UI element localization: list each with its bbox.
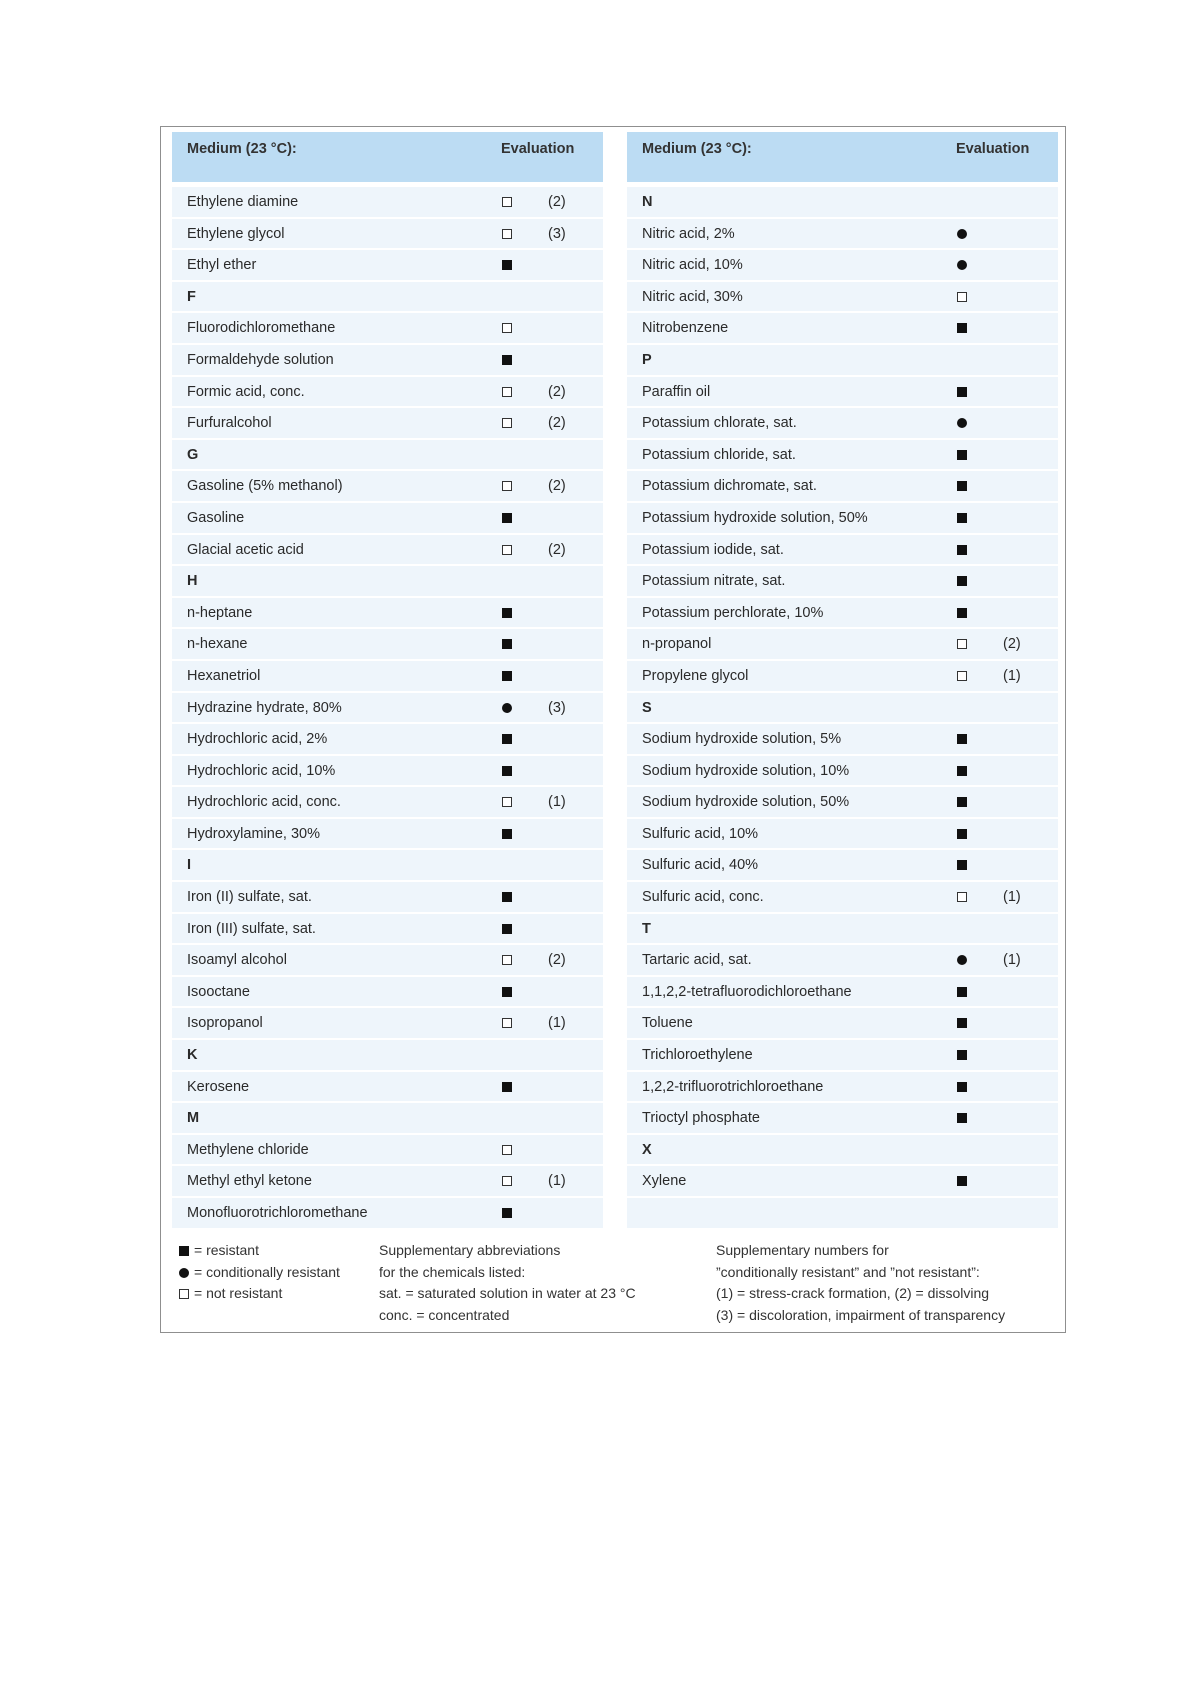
table-row	[172, 977, 603, 1007]
table-row	[172, 345, 603, 375]
filled-square-icon	[957, 1113, 967, 1123]
medium-name: Toluene	[642, 1015, 693, 1032]
empty-square-icon	[502, 955, 512, 965]
legend-not	[179, 1283, 340, 1305]
filled-square-icon	[502, 1208, 512, 1218]
medium-name: Nitric acid, 30%	[642, 288, 743, 305]
left-rows	[172, 187, 603, 1228]
section-letter: K	[187, 1047, 198, 1064]
empty-square-icon	[502, 229, 512, 239]
section-letter-row	[172, 566, 603, 596]
section-letter-row	[627, 187, 1058, 217]
legend-resistant-label: = resistant	[194, 1242, 259, 1258]
medium-name: Isooctane	[187, 983, 250, 1000]
filled-square-icon	[957, 1018, 967, 1028]
table-row	[172, 1198, 603, 1228]
table-row	[172, 914, 603, 944]
filled-square-icon	[957, 513, 967, 523]
table-row	[627, 882, 1058, 912]
nums-title-2: ”conditionally resistant” and ”not resistant”:	[716, 1263, 980, 1280]
empty-square-icon	[502, 418, 512, 428]
section-letter-row	[627, 693, 1058, 723]
empty-square-icon	[502, 387, 512, 397]
section-letter-row	[627, 345, 1058, 375]
medium-name: Xylene	[642, 1173, 687, 1190]
medium-name: Glacial acetic acid	[187, 541, 304, 558]
abbreviations-note	[379, 1240, 636, 1326]
medium-name: Isopropanol	[187, 1015, 263, 1032]
filled-square-icon	[502, 924, 512, 934]
medium-heading: Medium (23 °C):	[642, 141, 752, 157]
empty-square-icon	[957, 892, 967, 902]
filled-square-icon	[957, 1050, 967, 1060]
table-row	[627, 535, 1058, 565]
medium-name: Sodium hydroxide solution, 5%	[642, 731, 842, 748]
table-row	[627, 503, 1058, 533]
filled-square-icon	[957, 608, 967, 618]
legend	[179, 1240, 340, 1305]
empty-square-icon	[502, 1018, 512, 1028]
filled-square-icon	[957, 766, 967, 776]
table-row	[172, 724, 603, 754]
filled-square-icon	[502, 513, 512, 523]
filled-square-icon	[957, 545, 967, 555]
section-letter: P	[642, 351, 652, 368]
empty-square-icon	[502, 1176, 512, 1186]
table-row	[627, 1008, 1058, 1038]
footnote-ref: (2)	[548, 478, 566, 495]
section-letter-row	[172, 282, 603, 312]
table-row	[172, 1072, 603, 1102]
section-letter-row	[627, 914, 1058, 944]
footnote-ref: (1)	[548, 1015, 566, 1032]
section-letter-row	[172, 1040, 603, 1070]
table-row	[172, 313, 603, 343]
section-letter: N	[642, 194, 653, 210]
evaluation-heading: Evaluation	[956, 141, 1030, 157]
medium-name: Hydrazine hydrate, 80%	[187, 699, 342, 716]
section-letter-row	[172, 1103, 603, 1133]
filled-square-icon	[502, 260, 512, 270]
section-letter: S	[642, 699, 652, 716]
section-letter: I	[187, 857, 192, 874]
footnote-ref: (3)	[548, 699, 566, 716]
table-row	[627, 756, 1058, 786]
section-letter: M	[187, 1110, 200, 1127]
empty-square-icon	[502, 797, 512, 807]
legend-conditional	[179, 1262, 340, 1284]
filled-circle-icon	[957, 260, 967, 270]
empty-square-icon	[957, 639, 967, 649]
filled-square-icon	[502, 892, 512, 902]
footnote-ref: (1)	[548, 1173, 566, 1190]
medium-name: Fluorodichloromethane	[187, 320, 336, 337]
medium-name: n-propanol	[642, 636, 712, 653]
footnote-ref: (1)	[1003, 667, 1021, 684]
medium-name: Kerosene	[187, 1078, 250, 1095]
table-row	[627, 219, 1058, 249]
medium-name: Potassium chlorate, sat.	[642, 415, 797, 432]
table-row	[172, 187, 603, 217]
filled-square-icon	[502, 355, 512, 365]
medium-name: Sodium hydroxide solution, 10%	[642, 762, 850, 779]
filled-square-icon	[957, 576, 967, 586]
empty-square-icon	[502, 1145, 512, 1155]
table-row	[627, 945, 1058, 975]
medium-name: Methyl ethyl ketone	[187, 1173, 312, 1190]
table-row	[172, 1166, 603, 1196]
medium-name: Paraffin oil	[642, 383, 711, 400]
medium-name: Potassium iodide, sat.	[642, 541, 784, 558]
table-row	[627, 787, 1058, 817]
table-row	[172, 250, 603, 280]
table-row	[172, 598, 603, 628]
medium-name: n-heptane	[187, 604, 253, 621]
medium-name: Sulfuric acid, conc.	[642, 889, 764, 906]
medium-name: Hydrochloric acid, 2%	[187, 731, 328, 748]
abbr-conc: conc. = concentrated	[379, 1306, 510, 1323]
filled-square-icon	[502, 734, 512, 744]
filled-circle-icon	[957, 229, 967, 239]
filled-circle-icon	[179, 1268, 189, 1278]
medium-name: Trichloroethylene	[642, 1047, 753, 1064]
medium-name: Ethylene glycol	[187, 225, 285, 242]
resistance-table-frame	[160, 126, 1066, 1333]
table-row	[172, 756, 603, 786]
empty-square-icon	[957, 292, 967, 302]
table-row	[627, 250, 1058, 280]
abbr-title-1: Supplementary abbreviations	[379, 1242, 561, 1258]
medium-name: Sodium hydroxide solution, 50%	[642, 794, 850, 811]
empty-square-icon	[179, 1289, 189, 1299]
medium-name: Iron (III) sulfate, sat.	[187, 920, 316, 937]
table-row	[627, 977, 1058, 1007]
table-row	[172, 629, 603, 659]
filled-square-icon	[957, 481, 967, 491]
table-row	[627, 471, 1058, 501]
section-letter: X	[642, 1141, 652, 1158]
medium-name: Monofluorotrichloromethane	[187, 1205, 368, 1221]
filled-square-icon	[179, 1246, 189, 1256]
medium-name: Hydrochloric acid, conc.	[187, 794, 341, 811]
table-row	[172, 819, 603, 849]
medium-name: Methylene chloride	[187, 1141, 309, 1158]
table-row	[172, 693, 603, 723]
filled-circle-icon	[502, 703, 512, 713]
legend-conditional-label: = conditionally resistant	[194, 1263, 340, 1280]
footnote-ref: (2)	[548, 541, 566, 558]
table-row	[627, 440, 1058, 470]
footnote-ref: (2)	[548, 415, 566, 432]
footnote-ref: (1)	[1003, 952, 1021, 969]
table-row	[172, 408, 603, 438]
nums-title-1: Supplementary numbers for	[716, 1242, 889, 1258]
medium-name: Formaldehyde solution	[187, 351, 334, 368]
table-row	[627, 724, 1058, 754]
table-row	[627, 1103, 1058, 1133]
filled-square-icon	[502, 829, 512, 839]
table-row	[627, 629, 1058, 659]
table-row	[627, 661, 1058, 691]
filled-square-icon	[957, 797, 967, 807]
filled-square-icon	[957, 1082, 967, 1092]
medium-name: Iron (II) sulfate, sat.	[187, 889, 312, 906]
footnote-ref: (2)	[548, 952, 566, 969]
legend-not-label: = not resistant	[194, 1285, 283, 1301]
medium-name: Hexanetriol	[187, 667, 261, 684]
medium-name: Potassium nitrate, sat.	[642, 573, 786, 590]
left-column	[172, 132, 603, 1228]
table-row	[627, 377, 1058, 407]
right-header	[627, 132, 1058, 182]
table-row	[172, 377, 603, 407]
right-column	[627, 132, 1058, 1228]
table-row	[172, 1135, 603, 1165]
table-row	[172, 882, 603, 912]
filled-circle-icon	[957, 418, 967, 428]
table-row	[172, 535, 603, 565]
footnote-ref: (2)	[548, 194, 566, 210]
empty-square-icon	[502, 197, 512, 207]
table-row	[627, 598, 1058, 628]
section-letter-row	[172, 440, 603, 470]
medium-name: Isoamyl alcohol	[187, 952, 287, 969]
medium-name: Hydroxylamine, 30%	[187, 825, 320, 842]
section-letter: G	[187, 446, 199, 463]
section-letter: T	[642, 920, 651, 937]
medium-name: Gasoline	[187, 509, 245, 526]
table-row	[172, 661, 603, 691]
medium-name: Trioctyl phosphate	[642, 1110, 760, 1127]
filled-square-icon	[957, 323, 967, 333]
medium-name: Propylene glycol	[642, 667, 749, 684]
filled-square-icon	[957, 987, 967, 997]
table-row	[172, 503, 603, 533]
evaluation-heading: Evaluation	[501, 141, 575, 157]
table-row	[627, 1166, 1058, 1196]
medium-name: Potassium chloride, sat.	[642, 446, 796, 463]
left-header	[172, 132, 603, 182]
footnote-ref: (3)	[548, 225, 566, 242]
filled-square-icon	[957, 860, 967, 870]
medium-name: Sulfuric acid, 10%	[642, 825, 759, 842]
medium-heading: Medium (23 °C):	[187, 141, 297, 157]
filled-square-icon	[502, 766, 512, 776]
medium-name: Potassium hydroxide solution, 50%	[642, 509, 868, 526]
table-row	[627, 850, 1058, 880]
filled-square-icon	[957, 1176, 967, 1186]
medium-name: Nitric acid, 10%	[642, 257, 743, 274]
table-row	[627, 1072, 1058, 1102]
footnote-ref: (2)	[548, 383, 566, 400]
right-rows	[627, 187, 1058, 1228]
medium-name: Potassium perchlorate, 10%	[642, 604, 824, 621]
filled-circle-icon	[957, 955, 967, 965]
table-row	[172, 1008, 603, 1038]
section-letter: H	[187, 573, 198, 590]
medium-name: Nitric acid, 2%	[642, 225, 735, 242]
nums-line-2: (3) = discoloration, impairment of transparency	[716, 1306, 1006, 1323]
numbers-note	[716, 1240, 1005, 1326]
abbr-sat: sat. = saturated solution in water at 23 °C	[379, 1285, 636, 1301]
medium-name: 1,2,2-trifluorotrichloroethane	[642, 1078, 824, 1095]
footnote-ref: (2)	[1003, 636, 1021, 653]
table-row	[627, 282, 1058, 312]
medium-name: Tartaric acid, sat.	[642, 952, 752, 969]
footnote-ref: (1)	[548, 794, 566, 811]
medium-name: n-hexane	[187, 636, 248, 653]
filled-square-icon	[957, 734, 967, 744]
footnote-ref: (1)	[1003, 889, 1021, 906]
filled-square-icon	[502, 671, 512, 681]
filled-square-icon	[957, 829, 967, 839]
table-row	[627, 566, 1058, 596]
section-letter: F	[187, 288, 196, 305]
medium-name: Sulfuric acid, 40%	[642, 857, 759, 874]
medium-name: Potassium dichromate, sat.	[642, 478, 817, 495]
empty-square-icon	[502, 323, 512, 333]
table-row	[172, 945, 603, 975]
empty-square-icon	[502, 545, 512, 555]
table-row	[627, 313, 1058, 343]
medium-name: Furfuralcohol	[187, 415, 272, 432]
medium-name: Formic acid, conc.	[187, 383, 305, 400]
nums-line-1: (1) = stress-crack formation, (2) = dissolving	[716, 1285, 990, 1301]
table-row	[172, 219, 603, 249]
medium-name: Nitrobenzene	[642, 320, 729, 337]
medium-name: Gasoline (5% methanol)	[187, 478, 343, 495]
empty-row	[627, 1198, 1058, 1228]
section-letter-row	[627, 1135, 1058, 1165]
filled-square-icon	[957, 450, 967, 460]
table-row	[627, 1040, 1058, 1070]
filled-square-icon	[957, 387, 967, 397]
table-row	[627, 819, 1058, 849]
empty-square-icon	[957, 671, 967, 681]
table-row	[172, 471, 603, 501]
table-row	[172, 787, 603, 817]
medium-name: 1,1,2,2-tetrafluorodichloroethane	[642, 983, 852, 1000]
filled-square-icon	[502, 1082, 512, 1092]
filled-square-icon	[502, 987, 512, 997]
medium-name: Ethylene diamine	[187, 194, 299, 210]
medium-name: Hydrochloric acid, 10%	[187, 762, 336, 779]
legend-resistant	[179, 1240, 340, 1262]
empty-square-icon	[502, 481, 512, 491]
abbr-title-2: for the chemicals listed:	[379, 1263, 526, 1280]
section-letter-row	[172, 850, 603, 880]
table-row	[627, 408, 1058, 438]
medium-name: Ethyl ether	[187, 257, 257, 274]
filled-square-icon	[502, 608, 512, 618]
filled-square-icon	[502, 639, 512, 649]
